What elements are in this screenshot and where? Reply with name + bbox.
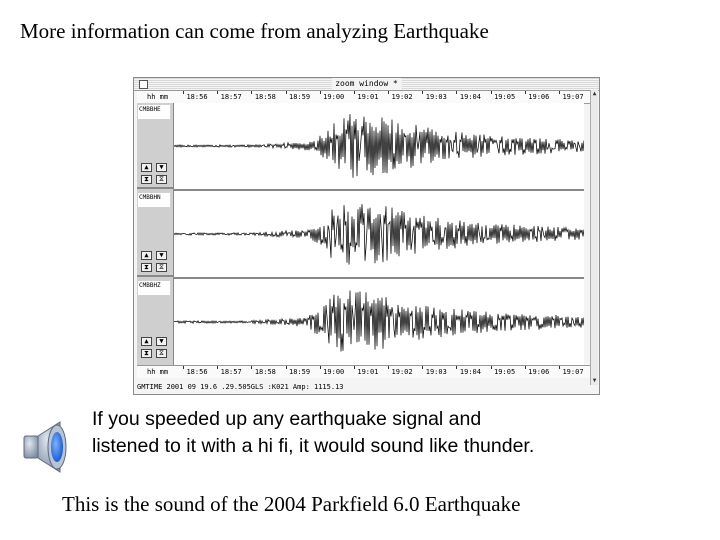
seismogram-trace-area[interactable]	[174, 103, 584, 365]
zoom-in-icon[interactable]: ⧗	[141, 175, 152, 184]
time-tick-mark	[388, 366, 389, 369]
time-tick-mark	[559, 366, 560, 369]
speaker-icon[interactable]	[20, 418, 78, 476]
channel-label: CMBBHN	[138, 193, 170, 207]
seismogram-window	[133, 77, 600, 395]
scroll-up-icon[interactable]: ▲	[592, 90, 597, 97]
caption-line-1: If you speeded up any earthquake signal and	[92, 408, 482, 430]
channel-label: CMBBHZ	[138, 281, 170, 295]
time-tick-mark	[183, 91, 184, 94]
caption	[92, 406, 712, 460]
seismogram-trace	[174, 291, 584, 352]
time-tick-label: 19:03	[425, 368, 447, 376]
time-tick-mark	[525, 366, 526, 369]
time-tick-label: 19:05	[494, 368, 516, 376]
time-tick-mark	[320, 91, 321, 94]
seismogram-trace	[174, 114, 584, 178]
time-tick-label: 18:59	[288, 93, 311, 101]
time-tick-label: 19:07	[562, 368, 584, 376]
channel-label: CMBBHE	[138, 105, 170, 119]
time-tick-label: 19:03	[425, 93, 447, 101]
slide-title: More information can come from analyzing Earthquake	[20, 19, 489, 43]
time-tick-label: 18:56	[186, 93, 208, 101]
time-tick-mark	[559, 91, 560, 94]
time-tick-mark	[491, 91, 492, 94]
footer-text: This is the sound of the 2004 Parkfield 6.0 Earthquake	[62, 492, 521, 516]
time-tick-mark	[456, 366, 457, 369]
gain-down-icon[interactable]: ▼	[156, 163, 167, 172]
channel-control-panel	[137, 103, 174, 365]
time-tick-label: 19:00	[323, 93, 345, 101]
time-tick-mark	[491, 366, 492, 369]
gain-down-icon[interactable]: ▼	[156, 337, 167, 346]
gain-down-icon[interactable]: ▼	[156, 251, 167, 260]
time-tick-label: 19:06	[528, 368, 550, 376]
zoom-in-icon[interactable]: ⧗	[141, 263, 152, 272]
seismogram-traces	[174, 103, 584, 365]
window-close-box[interactable]	[139, 80, 148, 89]
time-tick-label: 19:01	[357, 93, 379, 101]
time-tick-mark	[388, 91, 389, 94]
gain-up-icon[interactable]: ▲	[141, 163, 152, 172]
time-tick-mark	[217, 366, 218, 369]
time-tick-label: 19:00	[323, 368, 345, 376]
zoom-out-icon[interactable]: ⧖	[156, 263, 167, 272]
time-tick-mark	[183, 366, 184, 369]
zoom-out-icon[interactable]: ⧖	[156, 175, 167, 184]
time-tick-label: 18:57	[220, 368, 242, 376]
time-tick-mark	[320, 366, 321, 369]
window-titlebar[interactable]	[134, 78, 599, 91]
time-tick-label: 19:01	[357, 368, 379, 376]
time-tick-label: 18:58	[254, 368, 276, 376]
caption-line-2: listened to it with a hi fi, it would sound like thunder.	[92, 435, 535, 457]
gain-up-icon[interactable]: ▲	[141, 251, 152, 260]
time-tick-label: 19:04	[459, 368, 481, 376]
time-axis-label: hh mm	[147, 368, 169, 376]
zoom-in-icon[interactable]: ⧗	[141, 349, 152, 358]
time-tick-mark	[422, 91, 423, 94]
time-tick-label: 19:02	[391, 368, 413, 376]
time-tick-mark	[217, 91, 218, 94]
time-tick-mark	[456, 91, 457, 94]
time-tick-label: 19:04	[459, 93, 481, 101]
channel-controls-z	[137, 279, 173, 365]
time-tick-label: 19:02	[391, 93, 413, 101]
window-title: zoom window *	[331, 78, 402, 90]
time-tick-mark	[251, 91, 252, 94]
vertical-scrollbar[interactable]	[590, 90, 598, 385]
time-tick-mark	[354, 366, 355, 369]
bottom-time-axis	[137, 365, 591, 378]
seismogram-trace	[174, 204, 584, 264]
zoom-out-icon[interactable]: ⧖	[156, 349, 167, 358]
time-tick-label: 18:57	[220, 93, 242, 101]
time-axis-label: hh mm	[147, 93, 169, 101]
channel-controls-e	[137, 103, 173, 189]
time-tick-mark	[422, 366, 423, 369]
time-tick-mark	[251, 366, 252, 369]
time-tick-label: 18:58	[254, 93, 276, 101]
time-tick-mark	[354, 91, 355, 94]
channel-controls-n	[137, 191, 173, 277]
time-tick-label: 19:07	[562, 93, 584, 101]
time-tick-label: 18:56	[186, 368, 208, 376]
time-tick-mark	[525, 91, 526, 94]
time-tick-label: 18:59	[288, 368, 311, 376]
time-tick-label: 19:05	[494, 93, 516, 101]
scroll-down-icon[interactable]: ▼	[592, 377, 597, 384]
time-tick-label: 19:06	[528, 93, 550, 101]
gain-up-icon[interactable]: ▲	[141, 337, 152, 346]
time-tick-mark	[286, 91, 287, 94]
status-bar: GMTIME 2001 09 19.6 .29.505GLS :K021 Amp: 1115.13	[137, 383, 344, 391]
time-tick-mark	[286, 366, 287, 369]
